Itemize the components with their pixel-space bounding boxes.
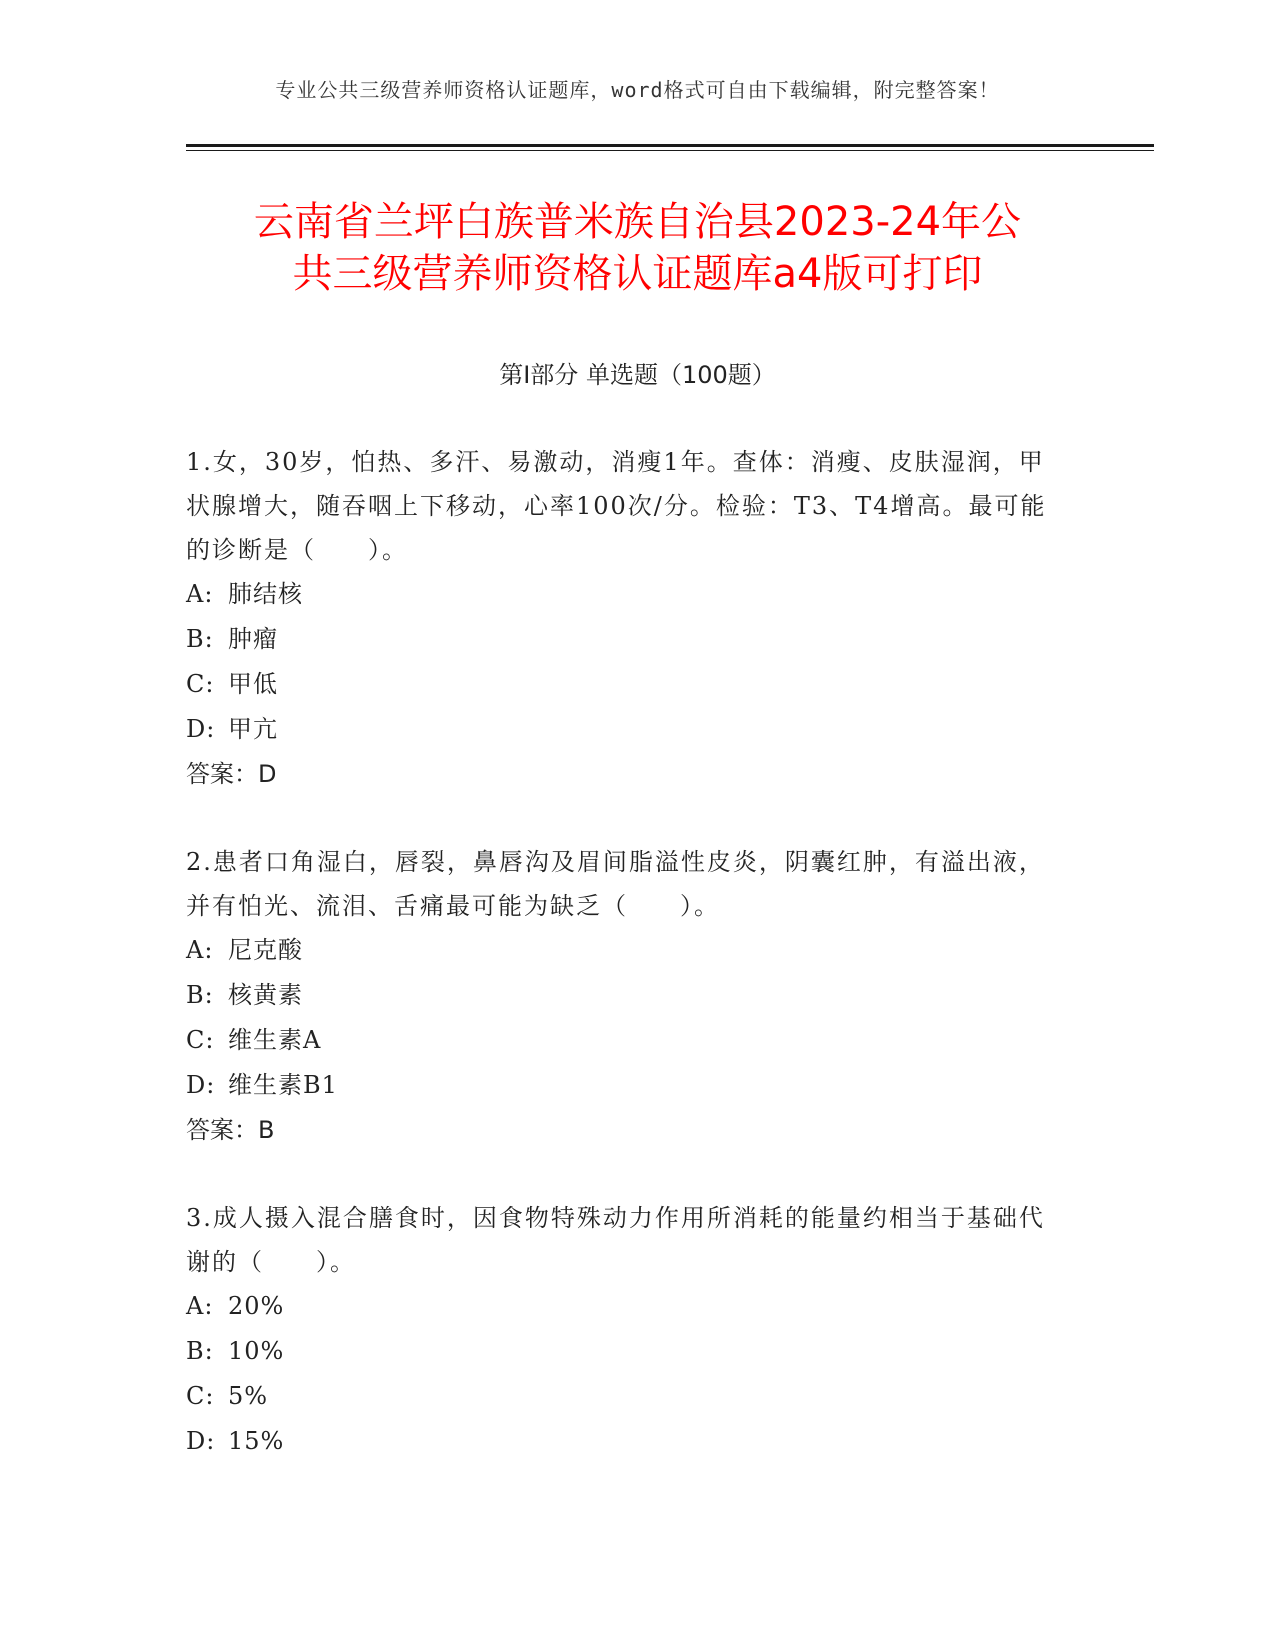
option-text: 甲亢 xyxy=(228,715,278,743)
option-b xyxy=(186,973,1066,1018)
header-rule-thin xyxy=(186,150,1154,151)
option-key: C: xyxy=(186,1382,215,1410)
answer: 答案：D xyxy=(186,760,277,788)
option-text: 尼克酸 xyxy=(228,936,303,964)
question-3 xyxy=(186,1196,1066,1464)
option-text: 维生素B1 xyxy=(228,1071,338,1099)
option-a xyxy=(186,1284,1066,1329)
question-list xyxy=(186,440,1066,1508)
option-text: 维生素A xyxy=(228,1026,322,1054)
answer: 答案：B xyxy=(186,1116,275,1144)
option-text: 肺结核 xyxy=(228,580,303,608)
question-1 xyxy=(186,440,1066,796)
option-text: 20% xyxy=(228,1292,285,1320)
option-key: D: xyxy=(186,1071,216,1099)
option-a xyxy=(186,572,1066,617)
document-title-line-2: 共三级营养师资格认证题库a4版可打印 xyxy=(292,251,983,297)
question-stem: 2.患者口角湿白，唇裂，鼻唇沟及眉间脂溢性皮炎，阴囊红肿，有溢出液，并有怕光、流泪、舌痛最可能为缺乏（ ）。 xyxy=(186,848,1045,920)
option-c xyxy=(186,1018,1066,1063)
option-d xyxy=(186,1063,1066,1108)
question-2 xyxy=(186,840,1066,1152)
option-key: D: xyxy=(186,715,216,743)
option-b xyxy=(186,617,1066,662)
option-text: 5% xyxy=(228,1382,269,1410)
option-text: 核黄素 xyxy=(228,981,303,1009)
question-stem: 3.成人摄入混合膳食时，因食物特殊动力作用所消耗的能量约相当于基础代谢的（ ）。 xyxy=(186,1204,1045,1276)
option-text: 10% xyxy=(228,1337,285,1365)
option-b xyxy=(186,1329,1066,1374)
question-stem: 1.女，30岁，怕热、多汗、易激动，消瘦1年。查体：消瘦、皮肤湿润，甲状腺增大，随吞咽上下移动，心率100次/分。检验：T3、T4增高。最可能的诊断是（ ）。 xyxy=(186,448,1047,564)
option-key: B: xyxy=(186,625,214,653)
document-title-line-1: 云南省兰坪白族普米族自治县2023-24年公 xyxy=(253,199,1022,245)
option-text: 甲低 xyxy=(228,670,278,698)
option-key: A: xyxy=(186,580,214,608)
option-key: D: xyxy=(186,1427,216,1455)
header-rule-thick xyxy=(186,144,1154,147)
section-title: 第Ⅰ部分 单选题（100题） xyxy=(499,361,776,389)
option-d xyxy=(186,707,1066,752)
option-key: A: xyxy=(186,1292,214,1320)
option-text: 15% xyxy=(228,1427,285,1455)
option-d xyxy=(186,1419,1066,1464)
option-text: 肿瘤 xyxy=(228,625,278,653)
header-note: 专业公共三级营养师资格认证题库，word格式可自由下载编辑，附完整答案！ xyxy=(275,78,1000,102)
document-title xyxy=(150,196,1125,300)
option-a xyxy=(186,928,1066,973)
option-key: C: xyxy=(186,670,215,698)
option-c xyxy=(186,1374,1066,1419)
option-key: B: xyxy=(186,1337,214,1365)
option-key: A: xyxy=(186,936,214,964)
option-key: B: xyxy=(186,981,214,1009)
option-c xyxy=(186,662,1066,707)
option-key: C: xyxy=(186,1026,215,1054)
